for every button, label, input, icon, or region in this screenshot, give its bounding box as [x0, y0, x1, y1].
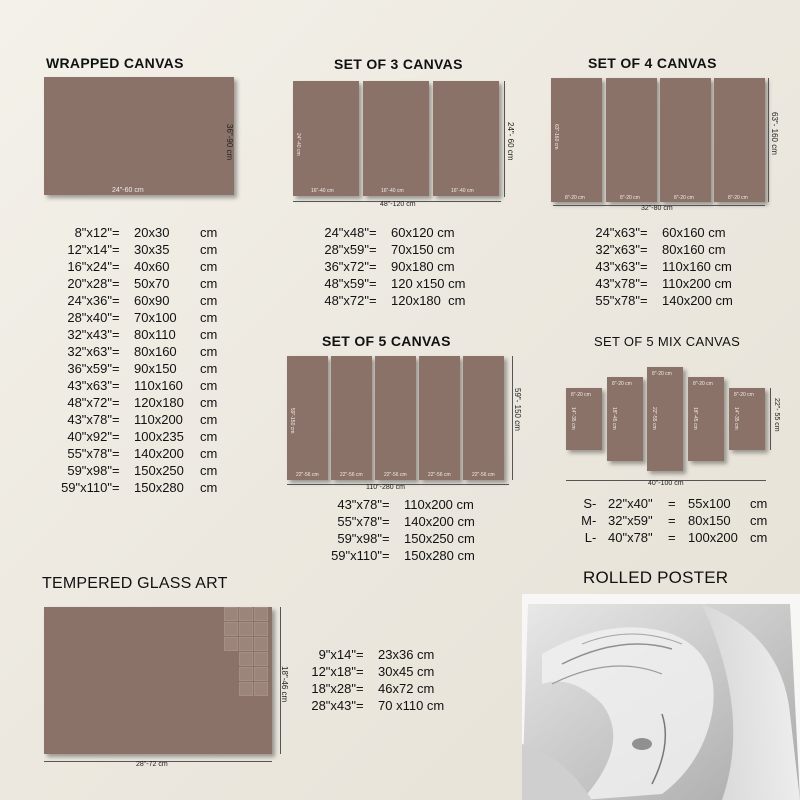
- wrapped-size-cell: =: [112, 463, 120, 478]
- set3-height-line: [504, 81, 505, 197]
- wrapped-size-cell: =: [112, 480, 120, 495]
- set4-size-cell: 43"x63": [595, 259, 640, 274]
- wrapped-size-cell: cm: [200, 293, 218, 308]
- glass-size-cell: =: [356, 681, 364, 696]
- wrapped-size-cell: 59"x98": [67, 463, 112, 478]
- wrapped-size-row: [56, 309, 230, 326]
- wrapped-size-cell: cm: [200, 327, 218, 342]
- mix5-size-cell: 100x200: [688, 530, 738, 545]
- set3-panel: [293, 81, 359, 196]
- wrapped-canvas-title: WRAPPED CANVAS: [46, 55, 184, 71]
- set4-size-row: [590, 258, 752, 275]
- set3-size-cell: =: [369, 242, 377, 257]
- wrapped-size-cell: 110x160: [134, 378, 183, 393]
- wrapped-size-cell: =: [112, 327, 120, 342]
- set4-panel: [714, 78, 765, 202]
- set4-size-cell: 43"x78": [595, 276, 640, 291]
- wrapped-dim-height: 36"-90 cm: [225, 124, 234, 161]
- glass-size-row: [306, 680, 468, 697]
- glass-size-cell: 30x45 cm: [378, 664, 435, 679]
- wrapped-size-cell: =: [112, 378, 120, 393]
- wrapped-size-row: [56, 479, 230, 496]
- set4-size-cell: 80x160 cm: [662, 242, 726, 257]
- glass-dim-width: 28"-72 cm: [136, 761, 168, 768]
- set4-dim-width: 32"-80 cm: [641, 205, 673, 212]
- set4-panel-height-label: 63"-160 cm: [553, 124, 559, 150]
- wrapped-size-cell: 140x200: [134, 446, 184, 461]
- set5-size-cell: =: [382, 548, 390, 563]
- glass-reflection-tile: [224, 607, 238, 621]
- glass-size-cell: 18"x28": [311, 681, 356, 696]
- wrapped-size-cell: cm: [200, 480, 218, 495]
- set3-size-row: [319, 241, 481, 258]
- glass-reflection-tile: [239, 637, 253, 651]
- glass-size-row: [306, 646, 468, 663]
- wrapped-size-cell: 8"x12": [74, 225, 112, 240]
- set3-size-cell: =: [369, 276, 377, 291]
- set5-panel-width-label: 22"-56 cm: [384, 472, 407, 478]
- set5-size-cell: 55"x78": [337, 514, 382, 529]
- set4-panel-width-label: 8"-20 cm: [565, 195, 585, 201]
- set4-size-cell: 32"x63": [595, 242, 640, 257]
- mix5-size-cell: S: [583, 496, 592, 511]
- wrapped-size-cell: cm: [200, 242, 218, 257]
- set3-size-row: [319, 224, 481, 241]
- mix5-size-cell: =: [668, 530, 676, 545]
- set4-height-line: [768, 78, 769, 202]
- set3-size-cell: 70x150 cm: [391, 242, 455, 257]
- wrapped-size-row: [56, 343, 230, 360]
- glass-reflection-tile: [254, 667, 268, 681]
- wrapped-size-cell: 70x100: [134, 310, 177, 325]
- wrapped-size-row: [56, 428, 230, 445]
- wrapped-size-row: [56, 394, 230, 411]
- wrapped-size-cell: 110x200: [134, 412, 183, 427]
- set3-panel-width-label: 16"-40 cm: [381, 188, 404, 194]
- wrapped-size-cell: cm: [200, 463, 218, 478]
- glass-reflection-tile: [239, 667, 253, 681]
- glass-reflection-tile: [239, 652, 253, 666]
- wrapped-size-cell: 60x90: [134, 293, 170, 308]
- glass-reflection-tile: [224, 622, 238, 636]
- wrapped-size-row: [56, 360, 230, 377]
- mix5-size-cell: 80x150: [688, 513, 731, 528]
- wrapped-size-row: [56, 275, 230, 292]
- glass-reflection-tile: [254, 622, 268, 636]
- set4-size-cell: 110x160 cm: [662, 259, 732, 274]
- set5-panel-height-label: 59"-150 cm: [289, 408, 295, 434]
- wrapped-size-cell: cm: [200, 395, 218, 410]
- glass-size-cell: =: [356, 647, 364, 662]
- wrapped-size-cell: =: [112, 412, 120, 427]
- set4-size-cell: 55"x78": [595, 293, 640, 308]
- wrapped-size-cell: 28"x40": [67, 310, 112, 325]
- set5-size-cell: =: [382, 514, 390, 529]
- glass-reflection-tile: [239, 607, 253, 621]
- glass-reflection-tile: [239, 682, 253, 696]
- mix5-title: SET OF 5 MIX CANVAS: [594, 334, 741, 349]
- wrapped-size-list: [56, 224, 230, 496]
- wrapped-size-cell: 20x30: [134, 225, 170, 240]
- wrapped-size-cell: 43"x63": [67, 378, 112, 393]
- set3-dim-width: 48"-120 cm: [380, 201, 416, 208]
- wrapped-size-cell: cm: [200, 378, 218, 393]
- glass-reflection-tile: [224, 637, 238, 651]
- set5-size-cell: =: [382, 497, 390, 512]
- set4-size-cell: =: [640, 225, 648, 240]
- set3-size-cell: 48"x59": [324, 276, 369, 291]
- wrapped-size-cell: 55"x78": [67, 446, 112, 461]
- wrapped-size-row: [56, 241, 230, 258]
- wrapped-size-cell: cm: [200, 310, 218, 325]
- wrapped-size-cell: 36"x59": [67, 361, 112, 376]
- glass-reflection-tile: [254, 682, 268, 696]
- set3-size-cell: =: [369, 225, 377, 240]
- wrapped-size-cell: cm: [200, 225, 218, 240]
- set5-panel: [419, 356, 460, 480]
- wrapped-size-row: [56, 445, 230, 462]
- set4-size-cell: =: [640, 293, 648, 308]
- wrapped-size-cell: 12"x14": [67, 242, 112, 257]
- set5-dim-width: 110"-280 cm: [366, 484, 405, 491]
- rolled-poster-image: [522, 594, 800, 800]
- mix5-panel-width-label: 8"-20 cm: [571, 392, 591, 398]
- wrapped-size-cell: =: [112, 293, 120, 308]
- glass-size-row: [306, 663, 468, 680]
- mix5-panel-width-label: 8"-20 cm: [693, 381, 713, 387]
- wrapped-size-cell: cm: [200, 429, 218, 444]
- horse-poster-illustration: [522, 594, 800, 800]
- set4-panel-width-label: 8"-20 cm: [674, 195, 694, 201]
- wrapped-size-cell: 48"x72": [67, 395, 112, 410]
- wrapped-size-cell: cm: [200, 446, 218, 461]
- mix5-panel-height-label: 18"-45 cm: [692, 407, 698, 430]
- wrapped-size-cell: cm: [200, 361, 218, 376]
- set3-panel-height-label: 24"-40 cm: [295, 133, 301, 156]
- set4-size-cell: 110x200 cm: [662, 276, 732, 291]
- set4-size-cell: =: [640, 242, 648, 257]
- mix5-dim-height: 22"- 55 cm: [773, 398, 780, 432]
- wrapped-size-row: [56, 377, 230, 394]
- wrapped-size-cell: =: [112, 276, 120, 291]
- wrapped-size-cell: =: [112, 446, 120, 461]
- set3-size-cell: 24"x48": [324, 225, 369, 240]
- wrapped-size-cell: =: [112, 361, 120, 376]
- mix5-panel-height-label: 14"-35 cm: [570, 407, 576, 430]
- mix5-size-cell: cm: [750, 496, 768, 511]
- wrapped-dim-width: 24"-60 cm: [112, 187, 144, 194]
- wrapped-size-cell: cm: [200, 276, 218, 291]
- set3-size-cell: =: [369, 293, 377, 308]
- set5-size-row: [318, 496, 504, 513]
- glass-size-cell: 70 x110 cm: [378, 698, 445, 713]
- wrapped-size-cell: 40"x92": [67, 429, 112, 444]
- set5-panel-width-label: 22"-56 cm: [428, 472, 451, 478]
- mix5-size-cell: -: [592, 530, 597, 545]
- wrapped-size-cell: 43"x78": [67, 412, 112, 427]
- wrapped-size-cell: =: [112, 259, 120, 274]
- set3-dim-height: 24"- 60 cm: [506, 122, 515, 161]
- set5-size-list: [318, 496, 504, 564]
- set3-size-row: [319, 258, 481, 275]
- wrapped-size-cell: 150x280: [134, 480, 184, 495]
- wrapped-size-cell: 150x250: [134, 463, 184, 478]
- set4-size-row: [590, 275, 752, 292]
- glass-size-cell: =: [356, 664, 364, 679]
- wrapped-size-cell: =: [112, 395, 120, 410]
- mix5-dim-width: 40"-100 cm: [648, 480, 684, 487]
- set3-panel: [363, 81, 429, 196]
- set5-size-row: [318, 513, 504, 530]
- glass-size-cell: 9"x14": [318, 647, 356, 662]
- wrapped-size-cell: =: [112, 225, 120, 240]
- mix5-size-cell: 22"x40": [608, 496, 653, 511]
- set5-size-cell: 150x250 cm: [404, 531, 475, 546]
- set3-size-cell: 60x120 cm: [391, 225, 455, 240]
- set4-title: SET OF 4 CANVAS: [588, 55, 717, 71]
- mix5-size-cell: =: [668, 496, 676, 511]
- glass-reflection-tile: [239, 622, 253, 636]
- set3-size-cell: 120x180 cm: [391, 293, 466, 308]
- set5-size-cell: 140x200 cm: [404, 514, 475, 529]
- wrapped-size-cell: 32"x43": [67, 327, 112, 342]
- mix5-size-cell: cm: [750, 513, 768, 528]
- glass-size-cell: 12"x18": [311, 664, 356, 679]
- wrapped-canvas-panel: [44, 77, 234, 195]
- mix5-size-cell: -: [592, 496, 597, 511]
- set5-size-row: [318, 530, 504, 547]
- poster-title: ROLLED POSTER: [583, 568, 729, 587]
- glass-panel: [44, 607, 272, 754]
- set5-title: SET OF 5 CANVAS: [322, 333, 451, 349]
- mix5-size-cell: L: [584, 530, 592, 545]
- wrapped-size-cell: cm: [200, 344, 218, 359]
- wrapped-size-cell: =: [112, 310, 120, 325]
- mix5-size-cell: -: [592, 513, 597, 528]
- wrapped-size-row: [56, 258, 230, 275]
- set4-size-cell: =: [640, 259, 648, 274]
- wrapped-size-cell: 120x180: [134, 395, 184, 410]
- set5-panel: [331, 356, 372, 480]
- wrapped-size-cell: 16"x24": [67, 259, 112, 274]
- glass-size-cell: 23x36 cm: [378, 647, 435, 662]
- wrapped-size-row: [56, 292, 230, 309]
- set3-size-cell: =: [369, 259, 377, 274]
- wrapped-size-row: [56, 462, 230, 479]
- set4-panel: [606, 78, 657, 202]
- set5-size-cell: 59"x110": [331, 548, 382, 563]
- set4-size-row: [590, 224, 752, 241]
- wrapped-size-cell: 24"x36": [67, 293, 112, 308]
- mix5-panel-height-label: 22"-55 cm: [651, 407, 657, 430]
- mix5-size-row: [578, 529, 778, 546]
- glass-reflection-tile: [254, 637, 268, 651]
- wrapped-size-cell: =: [112, 344, 120, 359]
- set5-dim-height: 59"- 150 cm: [513, 388, 522, 431]
- wrapped-size-cell: 50x70: [134, 276, 170, 291]
- set3-title: SET OF 3 CANVAS: [334, 56, 463, 72]
- wrapped-size-cell: 80x160: [134, 344, 177, 359]
- mix5-size-cell: cm: [750, 530, 768, 545]
- set3-size-cell: 48"x72": [324, 293, 369, 308]
- set5-panel: [375, 356, 416, 480]
- glass-dim-height: 18"-46 cm: [280, 666, 289, 703]
- wrapped-size-cell: cm: [200, 412, 218, 427]
- set5-size-cell: 150x280 cm: [404, 548, 475, 563]
- set3-panel-width-label: 16"-40 cm: [451, 188, 474, 194]
- wrapped-size-cell: 40x60: [134, 259, 170, 274]
- set5-panel: [463, 356, 504, 480]
- set3-size-cell: 90x180 cm: [391, 259, 455, 274]
- set5-size-row: [318, 547, 504, 564]
- set3-size-cell: 36"x72": [324, 259, 369, 274]
- set3-panel-width-label: 16"-40 cm: [311, 188, 334, 194]
- wrapped-size-cell: 32"x63": [67, 344, 112, 359]
- wrapped-size-row: [56, 326, 230, 343]
- glass-size-list: [306, 646, 468, 714]
- set5-size-cell: 59"x98": [337, 531, 382, 546]
- mix5-size-cell: =: [668, 513, 676, 528]
- set4-size-row: [590, 292, 752, 309]
- set3-size-list: [319, 224, 481, 309]
- set3-size-cell: 28"x59": [324, 242, 369, 257]
- glass-reflection-tile: [254, 607, 268, 621]
- set4-size-cell: 140x200 cm: [662, 293, 733, 308]
- mix5-size-cell: M: [581, 513, 592, 528]
- set5-panel-width-label: 22"-56 cm: [340, 472, 363, 478]
- set3-size-row: [319, 275, 481, 292]
- mix5-size-list: [578, 495, 778, 546]
- glass-size-row: [306, 697, 468, 714]
- set4-panel-width-label: 8"-20 cm: [620, 195, 640, 201]
- mix5-size-cell: 55x100: [688, 496, 731, 511]
- mix5-size-cell: 32"x59": [608, 513, 653, 528]
- mix5-panel-width-label: 8"-20 cm: [652, 371, 672, 377]
- mix5-size-row: [578, 495, 778, 512]
- set3-panel: [433, 81, 499, 196]
- mix5-size-row: [578, 512, 778, 529]
- wrapped-size-cell: 20"x28": [67, 276, 112, 291]
- set4-size-cell: 60x160 cm: [662, 225, 726, 240]
- wrapped-size-row: [56, 224, 230, 241]
- glass-size-cell: 46x72 cm: [378, 681, 435, 696]
- wrapped-size-cell: cm: [200, 259, 218, 274]
- set5-panel-width-label: 22"-56 cm: [296, 472, 319, 478]
- mix5-size-cell: 40"x78": [608, 530, 653, 545]
- set4-panel: [660, 78, 711, 202]
- set3-size-cell: 120 x150 cm: [391, 276, 466, 291]
- set3-size-row: [319, 292, 481, 309]
- mix5-panel-height-label: 18"-45 cm: [611, 407, 617, 430]
- wrapped-size-cell: 80x110: [134, 327, 176, 342]
- wrapped-size-cell: 100x235: [134, 429, 184, 444]
- set5-panel-width-label: 22"-56 cm: [472, 472, 495, 478]
- glass-size-cell: 28"x43": [311, 698, 356, 713]
- wrapped-size-cell: =: [112, 242, 120, 257]
- mix5-panel-width-label: 8"-20 cm: [612, 381, 632, 387]
- wrapped-size-row: [56, 411, 230, 428]
- set5-size-cell: 43"x78": [337, 497, 382, 512]
- mix5-panel-height-label: 14"-35 cm: [733, 407, 739, 430]
- mix5-height-line: [770, 388, 771, 450]
- glass-size-cell: =: [356, 698, 364, 713]
- wrapped-size-cell: 30x35: [134, 242, 170, 257]
- set4-size-list: [590, 224, 752, 309]
- set4-size-cell: =: [640, 276, 648, 291]
- set5-size-cell: 110x200 cm: [404, 497, 474, 512]
- set4-size-row: [590, 241, 752, 258]
- set4-size-cell: 24"x63": [595, 225, 640, 240]
- wrapped-size-cell: 90x150: [134, 361, 177, 376]
- glass-title: TEMPERED GLASS ART: [42, 575, 228, 592]
- glass-reflection-tile: [254, 652, 268, 666]
- set5-size-cell: =: [382, 531, 390, 546]
- wrapped-size-cell: 59"x110": [61, 480, 112, 495]
- set4-dim-height: 63"- 160 cm: [770, 112, 779, 155]
- wrapped-size-cell: =: [112, 429, 120, 444]
- mix5-panel-width-label: 8"-20 cm: [734, 392, 754, 398]
- set4-panel-width-label: 8"-20 cm: [728, 195, 748, 201]
